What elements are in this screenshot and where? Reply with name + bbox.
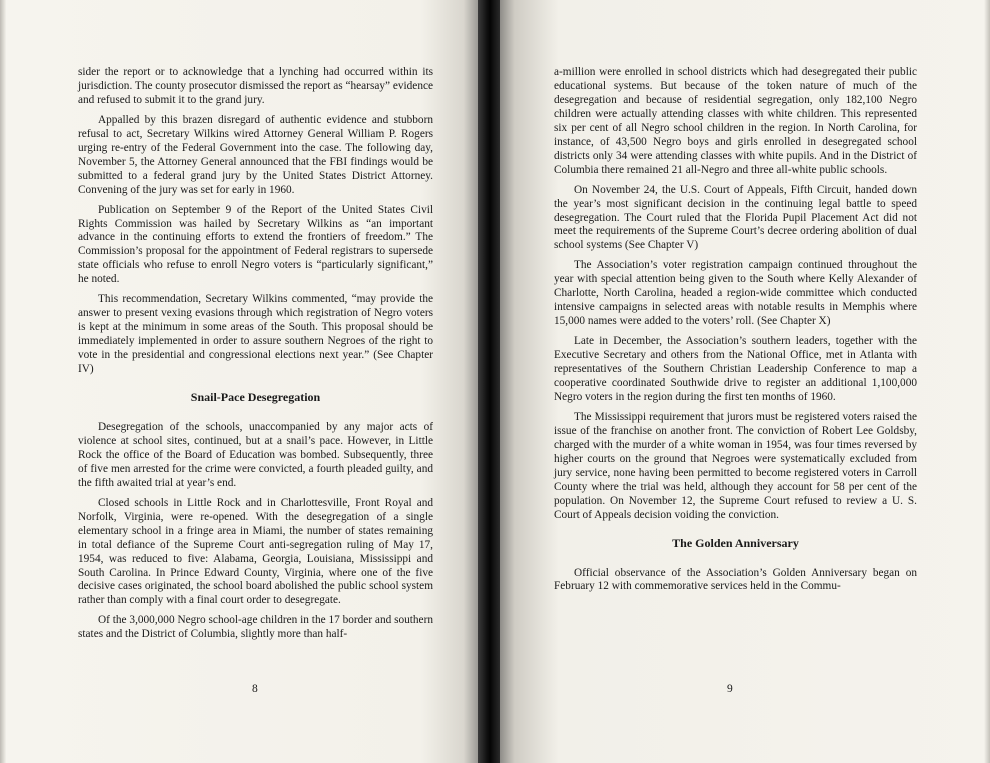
right-page xyxy=(500,0,990,763)
paragraph: sider the report or to acknowledge that a lynching had occurred within its jurisdiction. The county prosecutor dismissed the report as “hearsay” evidence and refused to submit it to the grand jury. xyxy=(78,66,433,106)
page-edge xyxy=(984,0,990,763)
paragraph: a-million were enrolled in school districts which had desegregated their public educational systems. But because of the token nature of much of the desegregation and because of residential segregation, only 182,100 Negro children were actually attending classes with white children. This represented six per cent of all Negro school children in the region. In North Carolina, for instance, of 43,500 Negro boys and girls enrolled in desegregated school districts only 34 were attending classes with white pupils. And in the District of Columbia there remained 21 all-Negro and three all-white public schools. xyxy=(554,66,917,176)
left-text-column xyxy=(78,66,433,648)
section-heading: Snail-Pace Desegregation xyxy=(190,390,321,405)
paragraph: Desegregation of the schools, unaccompanied by any major acts of violence at school sites, continued, but at a snail’s pace. However, in Little Rock the office of the Board of Education was bombed. Subsequently, three of five men arrested for the crime were convicted, a fourth pleaded guilty, and the fifth awaited trial at year’s end. xyxy=(78,420,433,489)
paragraph: Of the 3,000,000 Negro school-age children in the 17 border and southern states and the District of Columbia, slightly more than half- xyxy=(78,614,433,641)
page-number: 9 xyxy=(727,683,733,695)
left-page xyxy=(0,0,478,763)
right-text-column xyxy=(554,66,917,600)
paragraph: Official observance of the Association’s Golden Anniversary began on February 12 with commemorative services held in the Commu- xyxy=(554,566,917,593)
paragraph: The Mississippi requirement that jurors must be registered voters raised the issue of the franchise on another front. The conviction of Robert Lee Goldsby, charged with the murder of a white woman in 1954, was four times reversed by higher courts on the ground that Negroes were systematically excluded from jury service, none having been permitted to become registered voters in Carroll County where the trial was held, although they account for 58 per cent of the population. On November 12, the Supreme Court refused to review a U. S. Court of Appeals decision voiding the conviction. xyxy=(554,410,917,521)
paragraph: Late in December, the Association’s southern leaders, together with the Executive Secretary and others from the National Office, met in Atlanta with representatives of the Southern Christian Leadership Conference to map a cooperative coordinated Southwide drive to register an additional 1,100,000 Negro voters in the region during the first ten months of 1960. xyxy=(554,335,917,403)
paragraph: Closed schools in Little Rock and in Charlottesville, Front Royal and Norfolk, Virginia, were re-opened. With the desegregation of a single elementary school in a fringe area in Miami, the number of states remaining in total defiance of the Supreme Court anti-segregation ruling of May 17, 1954, was reduced to five: Alabama, Georgia, Louisiana, Mississippi and South Carolina. In Prince Edward County, Virginia, where one of the five decisive cases originated, the school board abolished the public school system rather than comply with a final court order to desegregate. xyxy=(78,496,433,607)
paragraph: This recommendation, Secretary Wilkins commented, “may provide the answer to present vexing evasions through which registration of Negro voters is kept at the minimum in some areas of the South. This proposal should be immediately implemented in order to assure southern Negroes of the right to vote in the presidential and congressional elections next year.” (See Chapter IV) xyxy=(78,293,433,376)
book-gutter xyxy=(478,0,500,763)
paragraph: Publication on September 9 of the Report of the United States Civil Rights Commission was hailed by Secretary Wilkins as “an important advance in the continuing efforts to extend the frontiers of freedom.” The Commission’s proposal for the appointment of Federal registrars to supersede state officials who refuse to enroll Negro voters is “particularly significant,” he noted. xyxy=(78,203,433,286)
paragraph: The Association’s voter registration campaign continued throughout the year with special attention being given to the South where Kelly Alexander of Charlotte, North Carolina, headed a region-wide committee which conducted intensive campaigns in selected areas with notable results in Memphis where 15,000 names were added to the voters’ roll. (See Chapter X) xyxy=(554,259,917,328)
paragraph: On November 24, the U.S. Court of Appeals, Fifth Circuit, handed down the year’s most significant decision in the continuing legal battle to speed desegregation. The Court ruled that the Florida Pupil Placement Act did not meet the requirements of the Supreme Court’s decree ordering abolition of dual school systems (See Chapter V) xyxy=(554,183,917,252)
page-number: 8 xyxy=(252,683,258,695)
paragraph: Appalled by this brazen disregard of authentic evidence and stubborn refusal to act, Secretary Wilkins wired Attorney General William P. Rogers urging re-entry of the Federal Government into the case. The following day, November 5, the Attorney General announced that the FBI findings would be submitted to a federal grand jury by the United States District Attorney. Convening of the jury was set for early in 1960. xyxy=(78,113,433,196)
section-heading: The Golden Anniversary xyxy=(672,535,799,550)
page-edge xyxy=(0,0,6,763)
